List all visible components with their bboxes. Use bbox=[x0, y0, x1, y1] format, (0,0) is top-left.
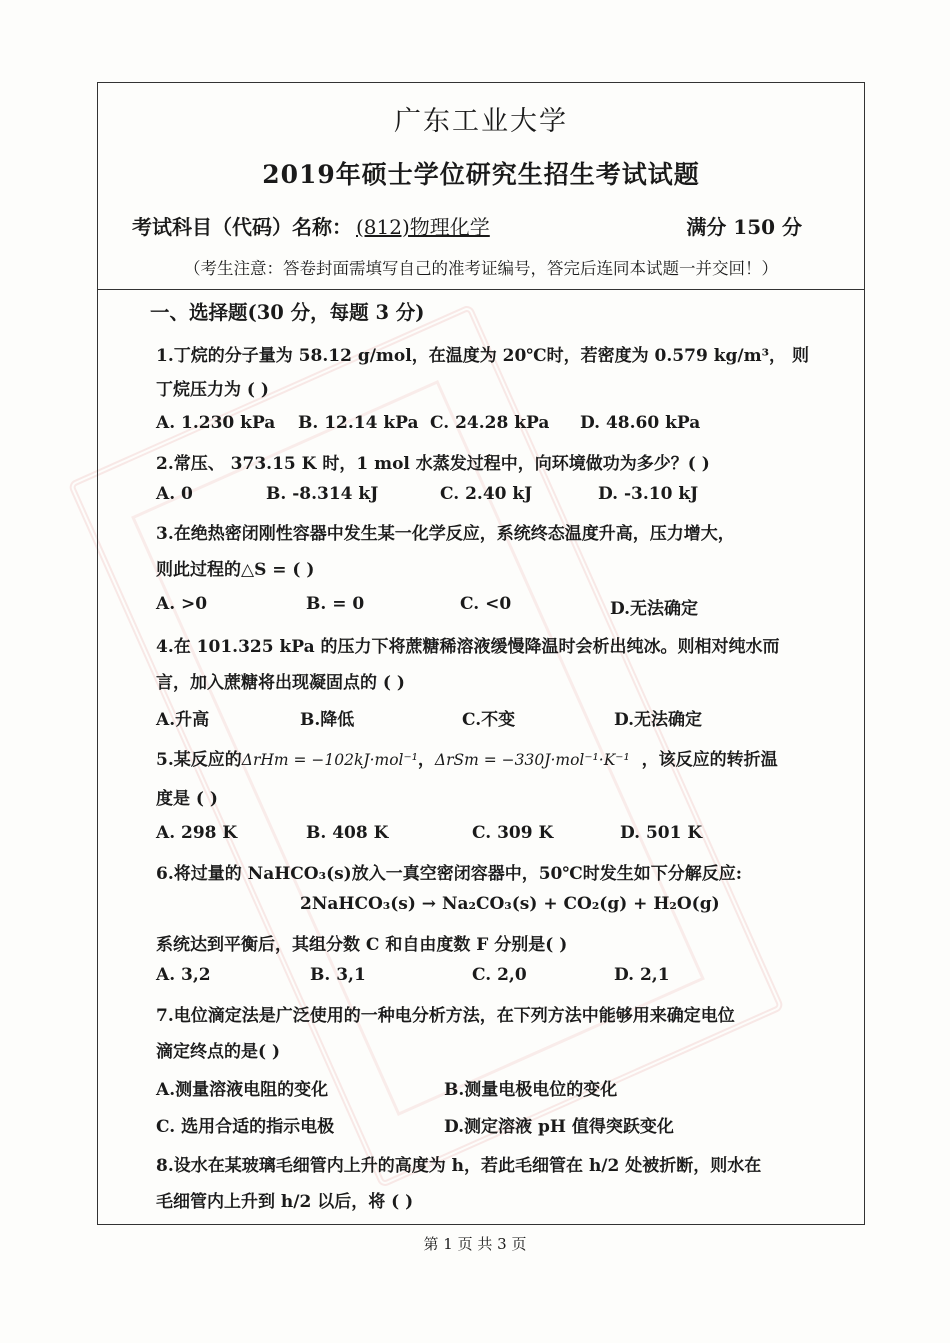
q7-option-a: A.测量溶液电阻的变化 bbox=[156, 1080, 329, 1100]
q2-option-a: A. 0 bbox=[156, 484, 193, 504]
q2-option-b: B. -8.314 kJ bbox=[266, 484, 379, 504]
q2-line1: 2.常压、 373.15 K 时，1 mol 水蒸发过程中，向环境做功为多少？( ) bbox=[156, 454, 710, 474]
q6-option-b: B. 3,1 bbox=[310, 965, 366, 985]
q1-line2: 丁烷压力为 ( ) bbox=[156, 380, 269, 400]
q7-option-c: C. 选用合适的指示电极 bbox=[156, 1117, 335, 1137]
q5-enthalpy: ΔrHm = −102kJ·mol⁻¹ bbox=[241, 751, 418, 769]
full-score: 满分 150 分 bbox=[686, 215, 802, 239]
q8-line1: 8.设水在某玻璃毛细管内上升的高度为 h，若此毛细管在 h/2 处被折断，则水在 bbox=[156, 1156, 762, 1176]
exam-header bbox=[98, 83, 864, 290]
q1-option-c: C. 24.28 kPa bbox=[430, 413, 550, 433]
q5-entropy: ΔrSm = −330J·mol⁻¹·K⁻¹ bbox=[434, 751, 630, 769]
subject-value: (812)物理化学 bbox=[356, 215, 490, 239]
q7-line2: 滴定终点的是( ) bbox=[156, 1042, 281, 1062]
q4-line2: 言，加入蔗糖将出现凝固点的 ( ) bbox=[156, 673, 405, 693]
q2-option-d: D. -3.10 kJ bbox=[598, 484, 699, 504]
q5-line2: 度是 ( ) bbox=[156, 789, 218, 809]
exam-notice: （考生注意：答卷封面需填写自己的准考证编号，答完后连同本试题一并交回！） bbox=[184, 259, 778, 278]
q3-option-b: B. = 0 bbox=[306, 594, 365, 614]
q6-line2: 系统达到平衡后，其组分数 C 和自由度数 F 分别是( ) bbox=[156, 935, 568, 955]
q3-option-d: D.无法确定 bbox=[610, 599, 699, 619]
q1-option-b: B. 12.14 kPa bbox=[298, 413, 419, 433]
q6-line1: 6.将过量的 NaHCO₃(s)放入一真空密闭容器中，50℃时发生如下分解反应: bbox=[156, 864, 743, 884]
q1-option-a: A. 1.230 kPa bbox=[156, 413, 276, 433]
q3-option-a: A. >0 bbox=[156, 594, 208, 614]
page-number: 第 1 页 共 3 页 bbox=[423, 1235, 527, 1253]
q4-option-a: A.升高 bbox=[156, 710, 210, 730]
subject-row bbox=[132, 211, 824, 240]
q5-option-b: B. 408 K bbox=[306, 823, 389, 843]
q1-line1: 1.丁烷的分子量为 58.12 g/mol，在温度为 20℃时，若密度为 0.579 kg/m³， 则 bbox=[156, 346, 809, 366]
q3-line2: 则此过程的△S = ( ) bbox=[156, 560, 315, 580]
q5-suffix: ，该反应的转折温 bbox=[641, 750, 778, 770]
q2-option-c: C. 2.40 kJ bbox=[440, 484, 533, 504]
school-name: 广东工业大学 bbox=[394, 106, 568, 137]
q5-option-d: D. 501 K bbox=[620, 823, 703, 843]
q5-line1 bbox=[156, 745, 778, 770]
q7-option-b: B.测量电极电位的变化 bbox=[444, 1080, 618, 1100]
section-title: 一、选择题(30 分，每题 3 分) bbox=[150, 301, 425, 324]
q7-line1: 7.电位滴定法是广泛使用的一种电分析方法，在下列方法中能够用来确定电位 bbox=[156, 1006, 735, 1026]
q4-option-c: C.不变 bbox=[462, 710, 516, 730]
q7-option-d: D.测定溶液 pH 值得突跃变化 bbox=[444, 1117, 674, 1137]
exam-title: 2019年硕士学位研究生招生考试试题 bbox=[262, 160, 700, 189]
q4-line1: 4.在 101.325 kPa 的压力下将蔗糖稀溶液缓慢降温时会析出纯冰。则相对纯水而 bbox=[156, 637, 780, 657]
q4-option-b: B.降低 bbox=[300, 710, 355, 730]
q8-line2: 毛细管内上升到 h/2 以后，将 ( ) bbox=[156, 1192, 414, 1212]
q3-line1: 3.在绝热密闭刚性容器中发生某一化学反应，系统终态温度升高，压力增大， bbox=[156, 524, 735, 544]
q6-option-a: A. 3,2 bbox=[156, 965, 211, 985]
exam-sheet bbox=[97, 82, 865, 1225]
q5-option-c: C. 309 K bbox=[472, 823, 554, 843]
subject-label: 考试科目（代码）名称： bbox=[132, 215, 352, 239]
q3-option-c: C. <0 bbox=[460, 594, 512, 614]
q1-option-d: D. 48.60 kPa bbox=[580, 413, 701, 433]
q6-option-d: D. 2,1 bbox=[614, 965, 670, 985]
q4-option-d: D.无法确定 bbox=[614, 710, 703, 730]
q5-prefix: 5.某反应的 bbox=[156, 750, 242, 770]
q5-separator: ， bbox=[417, 750, 435, 770]
q6-reaction-equation: 2NaHCO₃(s) → Na₂CO₃(s) + CO₂(g) + H₂O(g) bbox=[300, 894, 720, 914]
q5-option-a: A. 298 K bbox=[156, 823, 238, 843]
q6-option-c: C. 2,0 bbox=[472, 965, 527, 985]
